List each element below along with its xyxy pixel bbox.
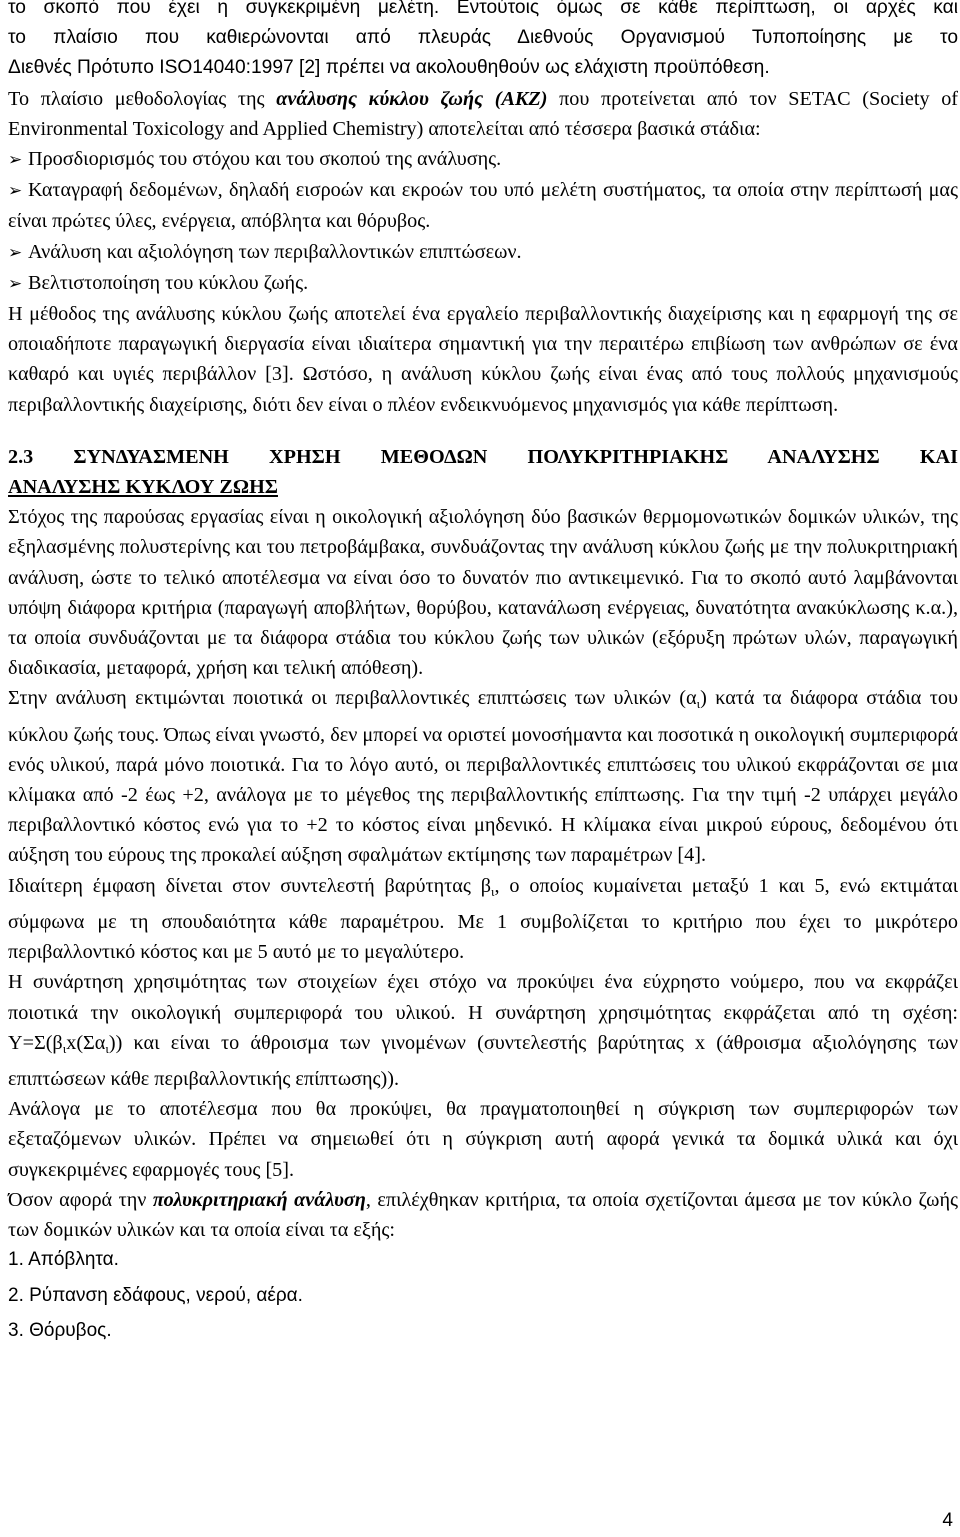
paragraph-intro [8, 0, 958, 84]
bullet-list [8, 144, 958, 299]
emphasis-term: ανάλυσης κύκλου ζωής (ΑΚΖ) [276, 87, 548, 110]
text-line: το πλαίσιο που καθιερώνονται από πλευράς Διεθνούς Οργανισμού Τυποποίησης με το [8, 27, 958, 49]
list-item: 3. Θόρυβος. [8, 1319, 112, 1341]
page-number: 4 [942, 1510, 953, 1531]
text-line: Διεθνές Πρότυπο ISO14040:1997 [2] πρέπει να ακολουθηθούν ως ελάχιστη προϋπόθεση. [8, 57, 770, 79]
list-item-text: Καταγραφή δεδομένων, δηλαδή εισροών και εκροών του υπό μελέτη συστήματος, τα οποία στην περίπτωσή μας είναι πρώτες ύλες, ενέργεια, απόβλητα και θόρυβος. [8, 179, 958, 233]
document-page [8, 0, 958, 1346]
section-heading [8, 442, 958, 502]
subscript: ι [105, 1040, 109, 1056]
text-run: Το πλαίσιο μεθοδολογίας της [8, 87, 277, 110]
text-run: ) κατά τα διάφορα στάδια του κύκλου ζωής τους. Όπως είναι γνωστό, δεν μπορεί να οριστεί μονοσήμαντα και ποσοτικά η οικολογική συμπεριφορά ενός υλικού, παρά μόνο ποιοτικά. Για το λόγο αυτό, οι περιβαλλοντικές επιπτώσεις του υλικού εκφράζονται σε μια κλίμακα από -2 έως +2, ανάλογα με το μέγεθος της περιβαλλοντικής επίπτωσης. Για την τιμή -2 υπάρχει μεγάλο περιβαλλοντικό κόστος ενώ για το +2 το κόστος είναι μηδενικό. Η κλίμακα είναι μικρού εύρους, δεδομένου ότι αύξηση του εύρους της προκαλεί αύξηση σφαλμάτων εκτίμησης των παραμέτρων [4]. [8, 687, 958, 867]
arrow-bullet-icon: ➢ [8, 273, 23, 293]
arrow-bullet-icon: ➢ [8, 150, 23, 170]
arrow-bullet-icon: ➢ [8, 242, 23, 262]
emphasis-term: πολυκριτηριακή ανάλυση [152, 1188, 366, 1211]
list-item [8, 268, 958, 299]
list-item-text: Προσδιορισμός του στόχου και του σκοπού της ανάλυσης. [28, 148, 502, 171]
heading-underlined-text: ΑΝΑΛΥΣΗΣ ΚΥΚΛΟΥ ΖΩΗΣ [8, 476, 278, 499]
text-run: x(Σα [66, 1031, 106, 1054]
text-run: Στην ανάλυση εκτιμώνται ποιοτικά οι περιβαλλοντικές επιπτώσεις των υλικών (α [8, 687, 697, 710]
list-item: 1. Απόβλητα. [8, 1249, 119, 1271]
text-run: )) και είναι το άθροισμα των γινομένων (συντελεστής βαρύτητας x (άθροισμα αξιολόγησης των επιπτώσεων κάθε περιβαλλοντικής επίπτωσης)). [8, 1031, 958, 1090]
paragraph-methodology [8, 84, 958, 144]
text-run: που προτείνεται από τον SETAC (Society of Environmental Toxicology and Applied Chemistry) αποτελείται από τέσσερα βασικά στάδια: [8, 87, 959, 140]
list-item-text: Βελτιστοποίηση του κύκλου ζωής. [28, 271, 309, 294]
paragraph-objective: Στόχος της παρούσας εργασίας είναι η οικολογική αξιολόγηση δύο βασικών θερμομονωτικών δομικών υλικών, της εξηλασμένης πολυστερίνης και του πετροβάμβακα, συνδυάζοντας την ανάλυση κύκλου ζωής με την πολυκριτηριακή ανάλυση, ώστε το τελικό αποτέλεσμα να είναι όσο το δυνατόν πιο αντικειμενικό. Για το σκοπό αυτό λαμβάνονται υπόψη διάφορα κριτήρια (παραγωγή αποβλήτων, θορύβου, κατανάλωση ενέργειας, δυνατότητα ανακύκλωσης κ.α.), τα οποία συνδυάζονται με τα διάφορα στάδια του κύκλου ζωής των υλικών (εξόρυξη πρώτων υλών, παραγωγική διαδικασία, μεταφορά, χρήση και τελική απόθεση). [8, 506, 958, 680]
paragraph-criteria [8, 1185, 958, 1245]
paragraph-utility-function [8, 967, 958, 1094]
text-run: Όσον αφορά την [8, 1188, 153, 1211]
list-item-text: Ανάλυση και αξιολόγηση των περιβαλλοντικών επιπτώσεων. [28, 240, 522, 263]
arrow-bullet-icon: ➢ [8, 181, 23, 201]
list-item [8, 175, 958, 236]
heading-line: 2.3 ΣΥΝΔΥΑΣΜΕΝΗ ΧΡΗΣΗ ΜΕΘΟΔΩΝ ΠΟΛΥΚΡΙΤΗΡΙΑΚΗΣ ΑΝΑΛΥΣΗΣ ΚΑΙ [8, 445, 958, 468]
paragraph-weight-factor [8, 871, 958, 968]
subscript: ι [490, 883, 495, 899]
text-run: Ιδιαίτερη έμφαση δίνεται στον συντελεστή βαρύτητας β [8, 874, 491, 897]
heading-line [8, 472, 958, 502]
subscript: ι [62, 1040, 67, 1056]
paragraph-lca-tool: Η μέθοδος της ανάλυσης κύκλου ζωής αποτελεί ένα εργαλείο περιβαλλοντικής διαχείρισης και η εφαρμογή της σε οποιαδήποτε παραγωγική διεργασία είναι ιδιαίτερα σημαντική για την περαιτέρω επιβίωση των ανθρώπων σε ένα καθαρό και υγιές περιβάλλον [3]. Ωστόσο, η ανάλυση κύκλου ζωής είναι ένας από τους πολλούς μηχανισμούς περιβαλλοντικής διαχείρισης, διότι δεν είναι ο πλέον ενδεικνυόμενος μηχανισμός για κάθε περίπτωση. [8, 303, 958, 416]
text-run: , ο οποίος κυμαίνεται μεταξύ 1 και 5, ενώ εκτιμάται σύμφωνα με τη σπουδαιότητα κάθε παραμέτρου. Με 1 συμβολίζεται το κριτήριο που έχει το μικρότερο περιβαλλοντικό κόστος και με 5 αυτό με το μεγαλύτερο. [8, 874, 958, 964]
text-run: , επιλέχθηκαν κριτήρια, τα οποία σχετίζονται άμεσα με τον κύκλο ζωής των δομικών υλικών και τα οποία είναι τα εξής: [8, 1188, 958, 1241]
text-line: το σκοπό που έχει η συγκεκριμένη μελέτη. Εντούτοις όμως σε κάθε περίπτωση, οι αρχές και [8, 0, 958, 18]
list-item: 2. Ρύπανση εδάφους, νερού, αέρα. [8, 1285, 303, 1307]
text-run: Η συνάρτηση χρησιμότητας των στοιχείων έχει στόχο να προκύψει ένα εύχρηστο νούμερο, που να εκφράζει ποιοτικά την οικολογική συμπεριφορά του υλικού. Η συνάρτηση χρησιμότητας εκφράζεται από τη σχέση: Υ=Σ(β [8, 971, 958, 1054]
criteria-list [8, 1245, 958, 1346]
list-item [8, 144, 958, 175]
paragraph-impacts [8, 683, 958, 870]
list-item [8, 237, 958, 268]
paragraph-comparison: Ανάλογα με το αποτέλεσμα που θα προκύψει, θα πραγματοποιηθεί η σύγκριση των συμπεριφορών των εξεταζόμενων υλικών. Πρέπει να σημειωθεί ότι η σύγκριση αυτή αφορά γενικά τα δομικά υλικά και όχι συγκεκριμένες εφαρμογές τους [5]. [8, 1098, 958, 1181]
subscript: ι [696, 696, 701, 712]
